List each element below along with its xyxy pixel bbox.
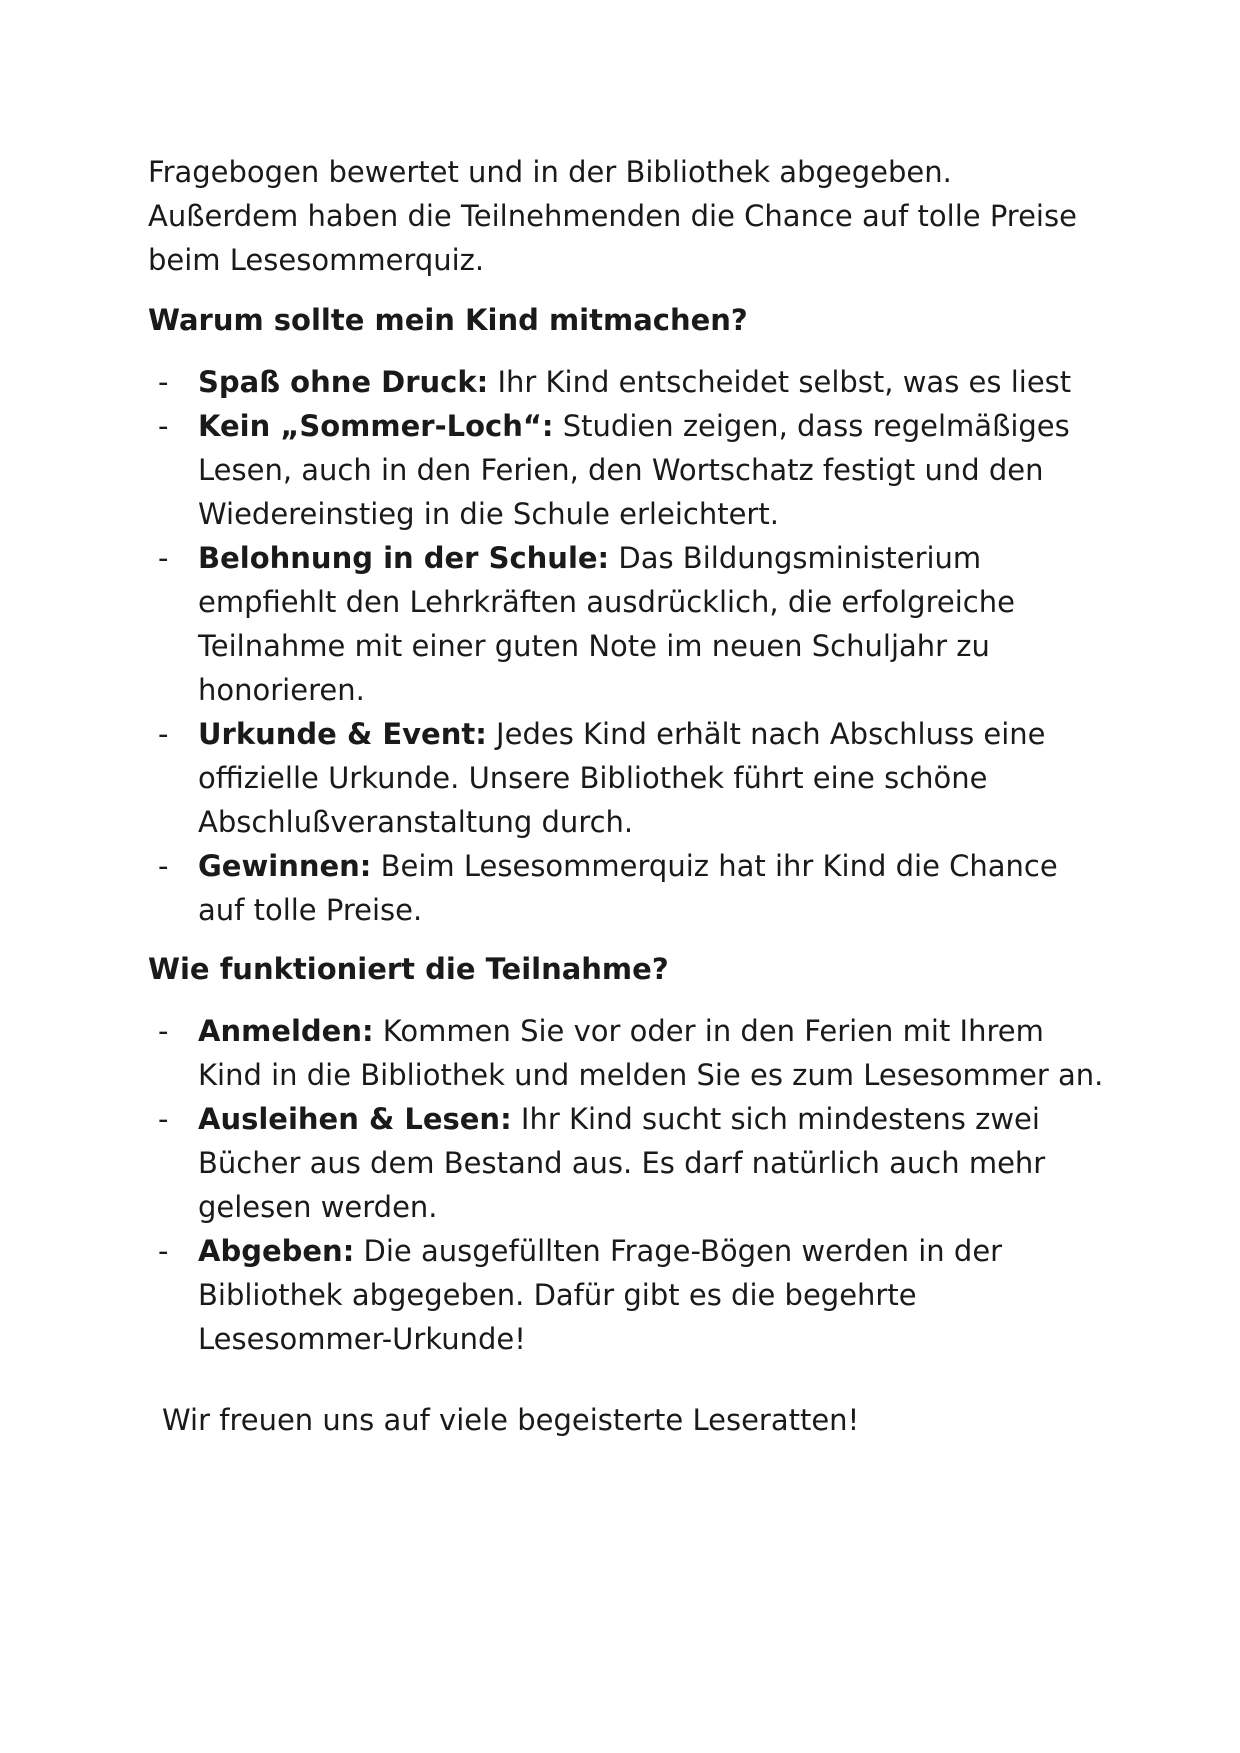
list-dash: -: [158, 849, 169, 883]
list-dash: -: [158, 409, 169, 443]
list-dash: -: [158, 365, 169, 399]
list-item: [148, 844, 1108, 932]
list-item: [148, 360, 1108, 404]
list-item-term: Gewinnen:: [198, 849, 372, 883]
list-item-term: Spaß ohne Druck:: [198, 365, 489, 399]
list-dash: -: [158, 717, 169, 751]
list-dash: -: [158, 541, 169, 575]
heading-why-participate: Warum sollte mein Kind mitmachen?: [148, 303, 748, 337]
list-item-text: Beim Lesesommerquiz hat ihr Kind die Chance auf tolle Preise.: [198, 849, 1058, 927]
list-item-term: Ausleihen & Lesen:: [198, 1102, 512, 1136]
list-item-term: Anmelden:: [198, 1014, 374, 1048]
intro-paragraph: Fragebogen bewertet und in der Bibliothek abgegeben. Außerdem haben die Teilnehmenden die Chance auf tolle Preise beim Lesesommerquiz.: [148, 155, 1077, 277]
list-dash: -: [158, 1102, 169, 1136]
list-item-text: Das Bildungsministerium empfiehlt den Lehrkräften ausdrücklich, die erfolgreiche Teilnahme mit einer guten Note im neuen Schuljahr zu honorieren.: [198, 541, 1015, 707]
list-item: [148, 712, 1108, 844]
closing-line: Wir freuen uns auf viele begeisterte Leseratten!: [162, 1403, 860, 1437]
list-dash: -: [158, 1234, 169, 1268]
list-item: [148, 1229, 1108, 1361]
steps-list: [148, 1009, 1108, 1361]
heading-how-it-works: Wie funktioniert die Teilnahme?: [148, 952, 669, 986]
list-item: [148, 1097, 1108, 1229]
list-item-text: Die ausgefüllten Frage-Bögen werden in der Bibliothek abgegeben. Dafür gibt es die begehrte Lesesommer-Urkunde!: [198, 1234, 1003, 1356]
benefits-list: [148, 360, 1108, 932]
list-item-term: Abgeben:: [198, 1234, 355, 1268]
list-item: [148, 1009, 1108, 1097]
list-item-term: Kein „Sommer-Loch“:: [198, 409, 554, 443]
list-item: [148, 404, 1108, 536]
list-item-term: Belohnung in der Schule:: [198, 541, 610, 575]
list-item-text: Jedes Kind erhält nach Abschluss eine offizielle Urkunde. Unsere Bibliothek führt eine schöne Abschlußveranstaltung durch.: [198, 717, 1046, 839]
list-item-term: Urkunde & Event:: [198, 717, 487, 751]
list-item-text: Ihr Kind sucht sich mindestens zwei Bücher aus dem Bestand aus. Es darf natürlich auch mehr gelesen werden.: [198, 1102, 1046, 1224]
list-item-text: Kommen Sie vor oder in den Ferien mit Ihrem Kind in die Bibliothek und melden Sie es zum Lesesommer an.: [198, 1014, 1104, 1092]
list-item-text: Ihr Kind entscheidet selbst, was es liest: [488, 365, 1072, 399]
list-item: [148, 536, 1108, 712]
list-item-text: Studien zeigen, dass regelmäßiges Lesen, auch in den Ferien, den Wortschatz festigt und den Wiedereinstieg in die Schule erleichtert.: [198, 409, 1070, 531]
list-dash: -: [158, 1014, 169, 1048]
